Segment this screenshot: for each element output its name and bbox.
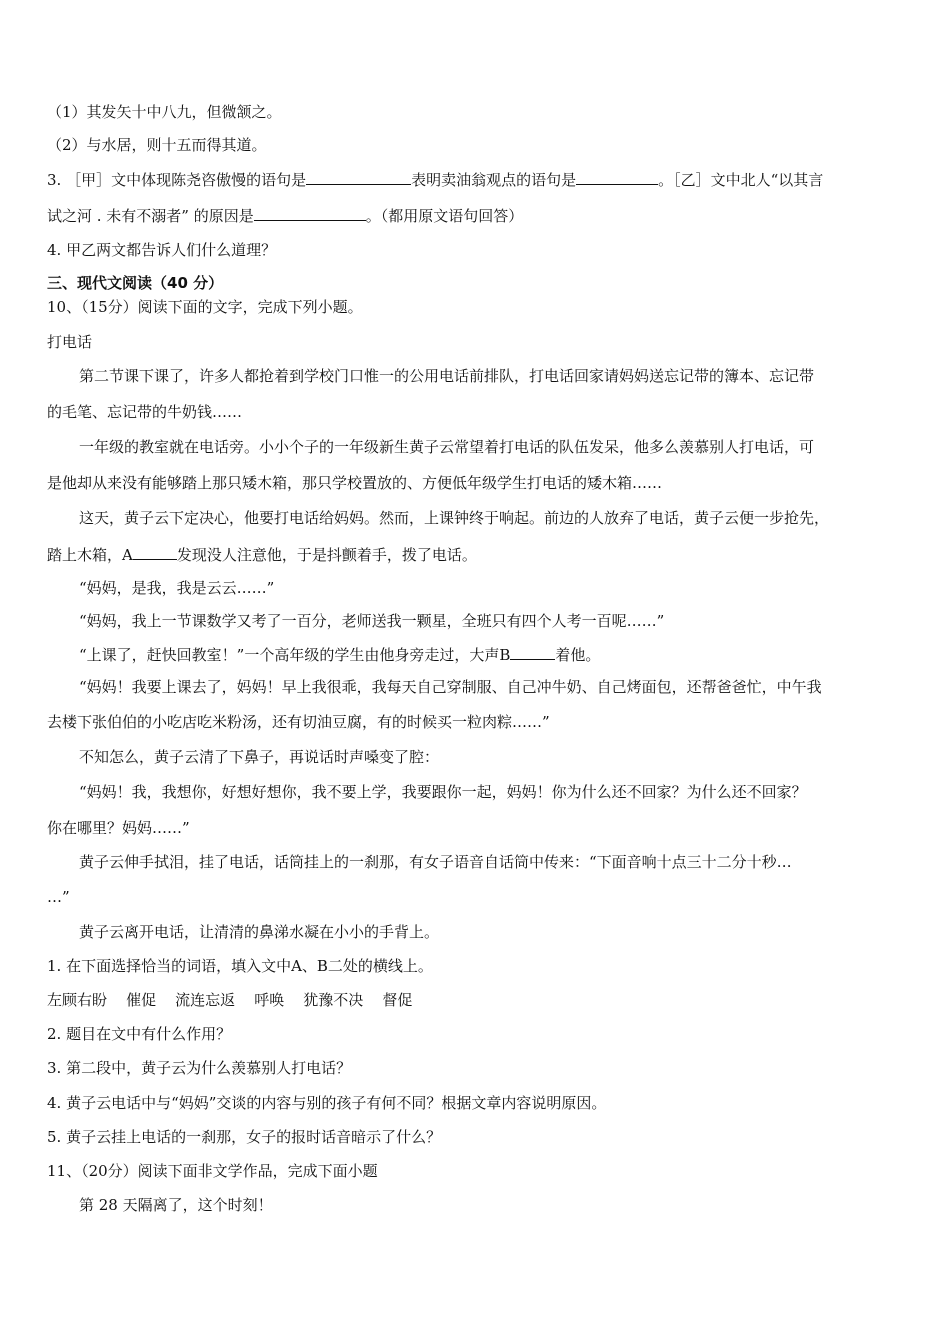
blank-b[interactable] <box>510 643 555 660</box>
q3-text-a: 3. ［甲］文中体现陈尧咨傲慢的语句是 <box>47 171 307 189</box>
paragraph-5-line1: 黄子云伸手拭泪，挂了电话，话筒挂上的一刹那，有女子语音自话筒中传来：“下面音响十点三十二分十秒… <box>79 853 792 871</box>
answer-blank[interactable] <box>576 168 658 185</box>
question-2: 2. 题目在文中有什么作用？ <box>47 1025 232 1043</box>
quote-5-line2: 你在哪里？妈妈……” <box>47 819 190 837</box>
article-title: 第 28 天隔离了，这个时刻！ <box>79 1196 273 1214</box>
paragraph-5-line2: …” <box>47 888 70 906</box>
question-5: 5. 黄子云挂上电话的一刹那，女子的报时话音暗示了什么？ <box>47 1128 442 1146</box>
answer-blank[interactable] <box>254 204 366 221</box>
classical-sub-question-2: （2）与水居，则十五而得其道。 <box>47 136 267 154</box>
quote-1: “妈妈，是我，我是云云……” <box>79 579 275 597</box>
quote-4-line1: “妈妈！我要上课去了，妈妈！早上我很乖，我每天自己穿制服、自己冲牛奶、自己烤面包，还帮爸爸忙，中午我 <box>79 678 822 696</box>
q3-text-b: 表明卖油翁观点的语句是 <box>411 171 577 189</box>
question-10-intro: 10、（15分）阅读下面的文字，完成下列小题。 <box>47 298 363 316</box>
quote-5-line1: “妈妈！我，我想你，好想好想你，我不要上学，我要跟你一起，妈妈！你为什么还不回家？为什么还不回家？ <box>79 783 807 801</box>
question-3: 3. 第二段中，黄子云为什么羡慕别人打电话？ <box>47 1059 352 1077</box>
blank-a[interactable] <box>133 543 177 560</box>
paragraph-1-line2: 的毛笔、忘记带的牛奶钱…… <box>47 403 243 421</box>
paragraph-2-line2: 是他却从来没有能够踏上那只矮木箱，那只学校置放的、方便低年级学生打电话的矮木箱…… <box>47 474 663 492</box>
question-11-intro: 11、（20分）阅读下面非文学作品，完成下面小题 <box>47 1162 378 1180</box>
paragraph-2-line1: 一年级的教室就在电话旁。小小个子的一年级新生黄子云常望着打电话的队伍发呆，他多么羡慕别人打电话，可 <box>79 438 815 456</box>
paragraph-1-line1: 第二节课下课了，许多人都抢着到学校门口惟一的公用电话前排队，打电话回家请妈妈送忘记带的簿本、忘记带 <box>79 367 815 385</box>
quote-2: “妈妈，我上一节课数学又考了一百分，老师送我一颗星，全班只有四个人考一百呢……” <box>79 612 665 630</box>
classical-question-4: 4. 甲乙两文都告诉人们什么道理？ <box>47 241 277 259</box>
para3-text-b: 发现没人注意他，于是抖颤着手，拨了电话。 <box>176 546 477 564</box>
para3-text-a: 踏上木箱，A <box>47 546 133 564</box>
paragraph-6: 黄子云离开电话，让清清的鼻涕水凝在小小的手背上。 <box>79 923 440 941</box>
story-title: 打电话 <box>47 333 93 351</box>
paragraph-3-line1: 这天，黄子云下定决心，他要打电话给妈妈。然而，上课钟终于响起。前边的人放弃了电话，黄子云便一步抢先， <box>79 509 830 527</box>
q3-text-c: 。［乙］文中北人“以其言 <box>658 171 824 189</box>
q3-text-d: 试之河 . 未有不溺者” 的原因是 <box>47 207 254 225</box>
quote3-text-a: “上课了，赶快回教室！”一个高年级的学生由他身旁走过，大声B <box>79 646 511 664</box>
q3-text-e: 。（都用原文语句回答） <box>365 207 524 225</box>
question-1: 1. 在下面选择恰当的词语，填入文中A、B二处的横线上。 <box>47 957 433 975</box>
section-heading: 三、现代文阅读（40 分） <box>47 274 224 292</box>
quote-3 <box>79 643 600 666</box>
quote-4-line2: 去楼下张伯伯的小吃店吃米粉汤，还有切油豆腐，有的时候买一粒肉粽……” <box>47 713 550 731</box>
word-options: 左顾右盼 催促 流连忘返 呼唤 犹豫不决 督促 <box>47 991 413 1009</box>
paragraph-4: 不知怎么，黄子云清了下鼻子，再说话时声嗓变了腔： <box>79 748 440 766</box>
question-4: 4. 黄子云电话中与“妈妈”交谈的内容与别的孩子有何不同？根据文章内容说明原因。 <box>47 1094 607 1112</box>
answer-blank[interactable] <box>306 168 411 185</box>
classical-question-3-line2 <box>47 204 523 227</box>
quote3-text-b: 着他。 <box>555 646 601 664</box>
classical-sub-question-1: （1）其发矢十中八九，但微颔之。 <box>47 103 282 121</box>
paragraph-3-line2 <box>47 543 477 566</box>
classical-question-3-line1 <box>47 168 823 191</box>
